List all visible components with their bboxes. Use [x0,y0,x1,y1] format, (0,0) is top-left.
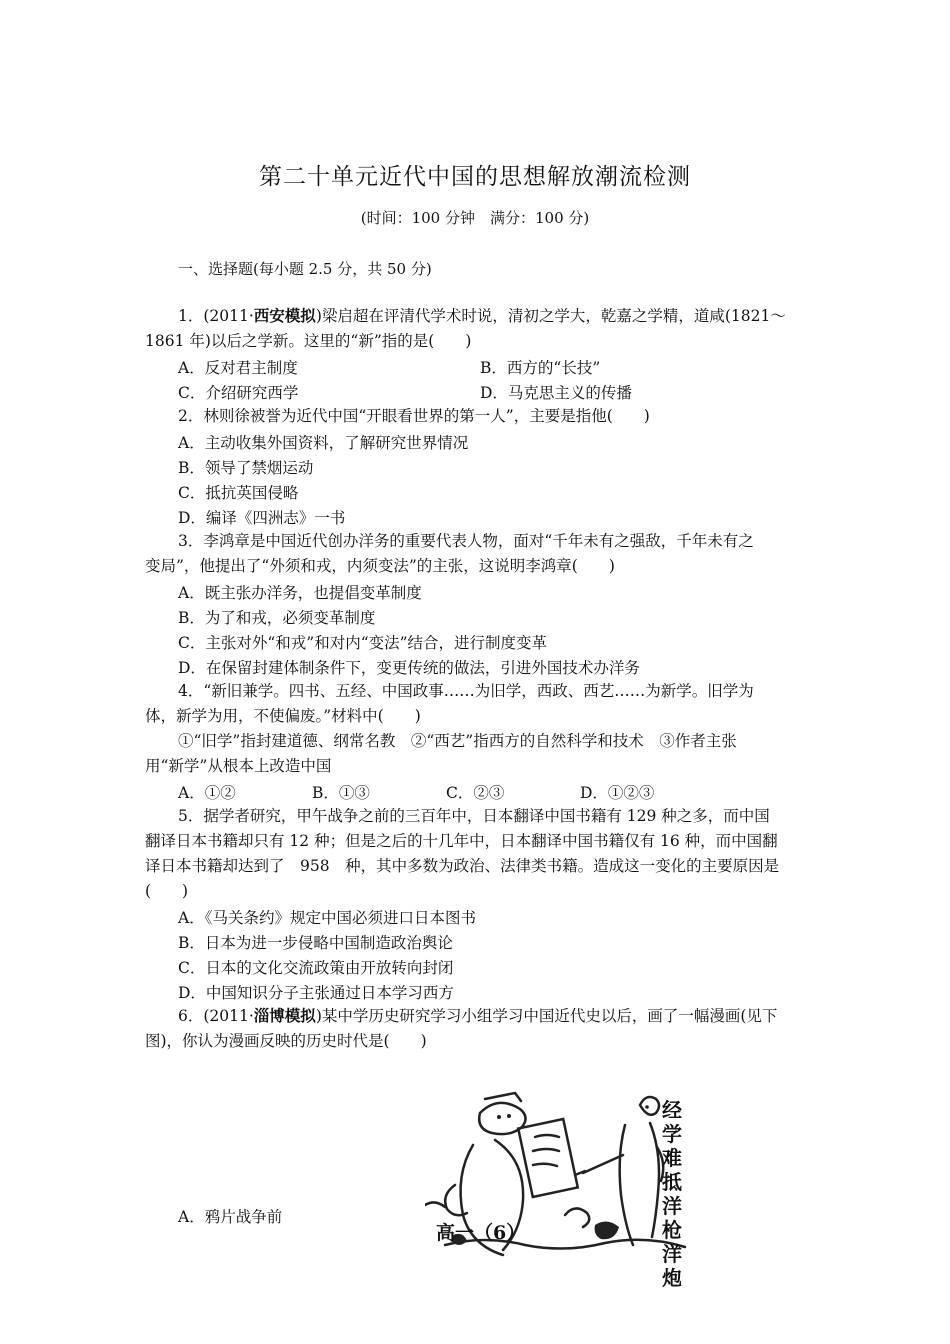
question-1-number: 1．(2011· [178,307,254,325]
question-4-option-a: A．①② [178,784,236,802]
question-6-text: )某中学历史研究学习小组学习中国近代史以后，画了一幅漫画(见下 [315,1007,778,1025]
question-4-line-2: 体，新学为用，不使偏废。”材料中( ) [145,707,421,725]
question-3-line-2: 变局”，他提出了“外须和戎，内须变法”的主张，这说明李鸿章( ) [145,557,615,575]
question-1-line-1 [178,306,786,326]
page-title: 第二十单元近代中国的思想解放潮流检测 [259,164,691,190]
question-6-number: 6．(2011· [178,1007,254,1025]
question-3-line-1: 3．李鸿章是中国近代创办洋务的重要代表人物，面对“千年未有之强敌，千年未有之 [178,532,754,550]
question-4-option-c: C．②③ [446,784,505,802]
cartoon-side-text: 经学难抵洋枪洋炮 [662,1098,682,1290]
question-4-line-4: 用“新学”从根本上改造中国 [145,757,332,775]
page-subtitle: (时间：100 分钟 满分：100 分) [360,209,590,227]
cartoon-caption: 高一（6） [436,1222,526,1244]
question-3-option-a: A．既主张办洋务，也提倡变革制度 [178,584,422,602]
question-5-line-1: 5．据学者研究，甲午战争之前的三百年中，日本翻译中国书籍有 129 种之多，而中国 [178,807,770,825]
question-2-option-a: A．主动收集外国资料，了解研究世界情况 [178,434,469,452]
question-1-option-c: C．介绍研究西学 [178,384,299,402]
question-6-option-a: A．鸦片战争前 [178,1208,283,1226]
question-2-option-c: C．抵抗英国侵略 [178,484,299,502]
question-6-line-2: 图)，你认为漫画反映的历史时代是( ) [145,1032,427,1050]
question-5-option-c: C．日本的文化交流政策由开放转向封闭 [178,959,454,977]
question-6-source: 淄博模拟 [253,1006,316,1025]
question-5-line-4: ( ) [145,882,189,900]
question-5-option-b: B．日本为进一步侵略中国制造政治舆论 [178,934,453,952]
question-5-line-3: 译日本书籍却达到了 958 种，其中多数为政治、法律类书籍。造成这一变化的主要原因是 [145,857,780,875]
question-5-line-2: 翻译日本书籍却只有 12 种；但是之后的十几年中，日本翻译中国书籍仅有 16 种，而中国翻 [145,832,778,850]
question-3-option-d: D．在保留封建体制条件下，变更传统的做法，引进外国技术办洋务 [178,659,640,677]
question-6-line-1 [178,1006,777,1026]
question-2-option-d: D．编译《四洲志》一书 [178,509,346,527]
question-5-option-d: D．中国知识分子主张通过日本学习西方 [178,984,454,1002]
question-1-line-2: 1861 年)以后之学新。这里的“新”指的是( ) [145,332,472,350]
question-3-option-c: C．主张对外“和戎”和对内“变法”结合，进行制度变革 [178,634,548,652]
question-3-option-b: B．为了和戎，必须变革制度 [178,609,376,627]
question-4-line-3: ①“旧学”指封建道德、纲常名教 ②“西艺”指西方的自然科学和技术 ③作者主张 [178,732,737,750]
question-5-option-a: A．《马关条约》规定中国必须进口日本图书 [178,909,476,927]
question-1-option-d: D．马克思主义的传播 [480,384,632,402]
question-4-option-b: B．①③ [312,784,370,802]
question-1-text: )梁启超在评清代学术时说，清初之学大，乾嘉之学精，道咸(1821～ [315,307,786,325]
question-1-source: 西安模拟 [253,306,316,325]
question-1-option-a: A．反对君主制度 [178,359,298,377]
question-1-option-b: B．西方的“长技” [480,359,601,377]
question-4-option-d: D．①②③ [580,784,655,802]
section-heading: 一、选择题(每小题 2.5 分，共 50 分) [178,260,432,278]
question-2-line-1: 2．林则徐被誉为近代中国“开眼看世界的第一人”，主要是指他( ) [178,407,650,425]
question-2-option-b: B．领导了禁烟运动 [178,459,314,477]
question-4-line-1: 4．“新旧兼学。四书、五经、中国政事……为旧学，西政、西艺……为新学。旧学为 [178,682,754,700]
